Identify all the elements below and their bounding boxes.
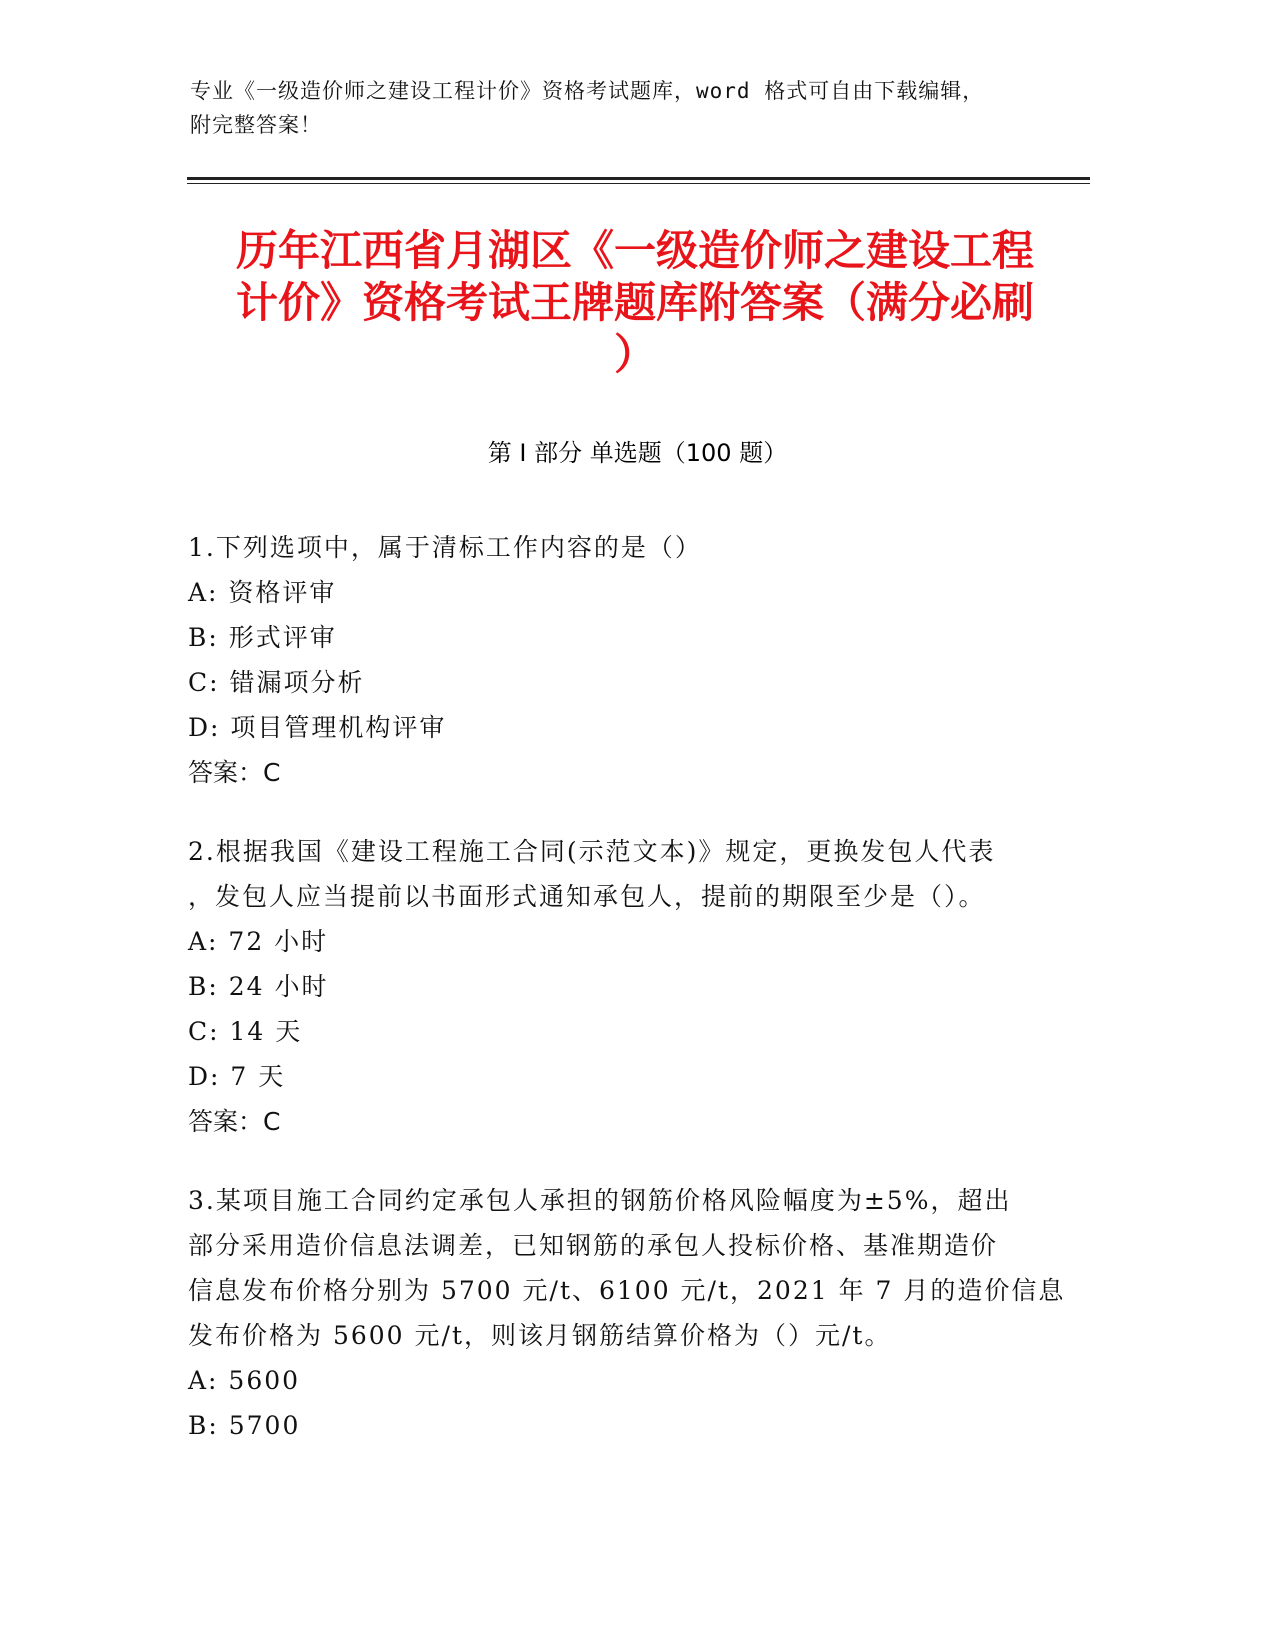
- document-title-line-3: ）: [613, 330, 656, 379]
- question-stem: 3.某项目施工合同约定承包人承担的钢筋价格风险幅度为±5%，超出: [188, 1186, 1012, 1215]
- answer: 答案：C: [188, 758, 281, 787]
- option-a: A: 5600: [188, 1366, 301, 1395]
- option-b: B: 24 小时: [188, 972, 329, 1001]
- header-note-line-2: 附完整答案！: [190, 113, 322, 137]
- option-b: B: 5700: [188, 1411, 301, 1440]
- header-divider-thick: [187, 177, 1090, 180]
- option-d: D: 项目管理机构评审: [188, 713, 447, 742]
- header-divider-thin: [187, 183, 1090, 184]
- document-title-line-1: 历年江西省月湖区《一级造价师之建设工程: [235, 226, 1034, 275]
- question-stem: 1.下列选项中，属于清标工作内容的是（）: [188, 533, 702, 562]
- option-c: C: 错漏项分析: [188, 668, 365, 697]
- question-stem: 部分采用造价信息法调差，已知钢筋的承包人投标价格、基准期造价: [188, 1231, 999, 1260]
- option-a: A: 资格评审: [188, 578, 337, 607]
- answer: 答案：C: [188, 1107, 281, 1136]
- question-list: [188, 525, 1088, 1482]
- question-1: [188, 525, 1088, 795]
- question-2: [188, 829, 1088, 1144]
- option-b: B: 形式评审: [188, 623, 337, 652]
- question-stem: 2.根据我国《建设工程施工合同(示范文本)》规定，更换发包人代表: [188, 837, 996, 866]
- document-title-line-2: 计价》资格考试王牌题库附答案（满分必刷: [235, 278, 1034, 327]
- header-note-line-1: 专业《一级造价师之建设工程计价》资格考试题库，word 格式可自由下载编辑，: [190, 79, 985, 103]
- option-a: A: 72 小时: [188, 927, 329, 956]
- question-stem: 发布价格为 5600 元/t，则该月钢筋结算价格为（）元/t。: [188, 1321, 892, 1350]
- question-3: [188, 1178, 1088, 1448]
- question-stem: ，发包人应当提前以书面形式通知承包人，提前的期限至少是（）。: [188, 882, 986, 911]
- question-stem: 信息发布价格分别为 5700 元/t、6100 元/t，2021 年 7 月的造价信息: [188, 1276, 1066, 1305]
- option-c: C: 14 天: [188, 1017, 303, 1046]
- option-d: D: 7 天: [188, 1062, 286, 1091]
- header-note: [190, 74, 1090, 142]
- document-title: [160, 225, 1110, 381]
- section-title: 第 I 部分 单选题（100 题）: [487, 439, 788, 467]
